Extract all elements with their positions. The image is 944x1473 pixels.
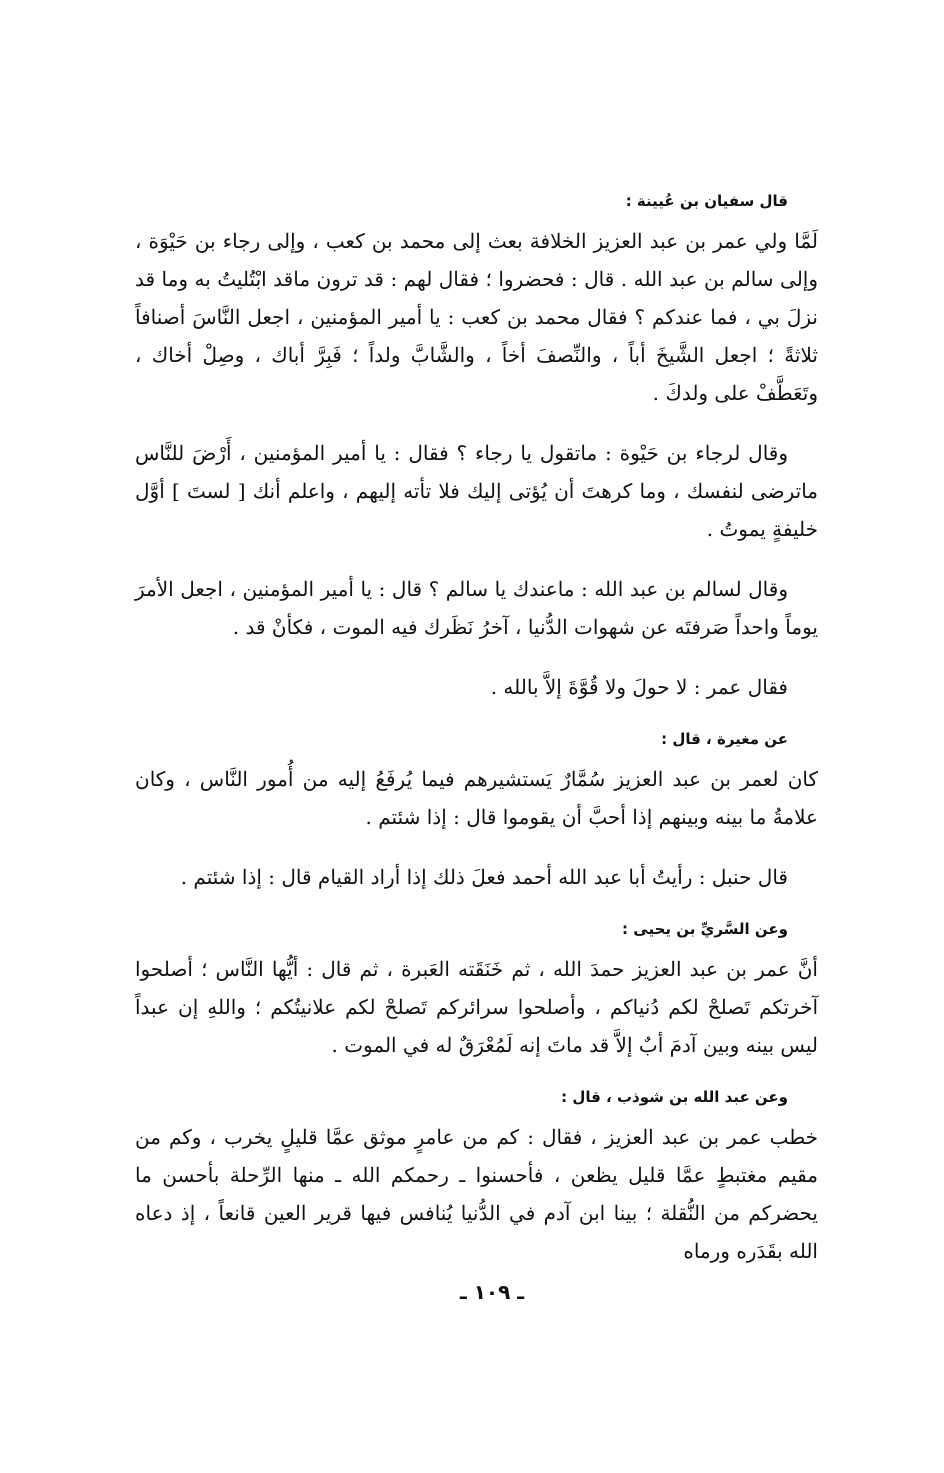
paragraph: فقال عمر : لا حولَ ولا قُوَّةَ إلاَّ بالله .	[490, 675, 788, 699]
section-sufyan	[135, 190, 818, 706]
section-heading: قال سفيان بن عُيينة :	[625, 192, 788, 210]
section-heading: وعن السَّريِّ بن يحيى :	[622, 920, 788, 938]
section-mughira	[135, 728, 818, 896]
paragraph: قال حنبل : رأيتُ أبا عبد الله أحمد فعلَ ذلك إذا أراد القيام قال : إذا شئتم .	[180, 865, 788, 889]
section-heading: عن مغيرة ، قال :	[661, 730, 788, 748]
page-body	[135, 190, 818, 1270]
paragraph: وقال لسالم بن عبد الله : ماعندك يا سالم ؟ قال : يا أمير المؤمنين ، اجعل الأمرَ يوماً واحداً صَرفتَه عن شهوات الدُّنيا ، آخرُ نَظَرك فيه الموت ، فكأنْ قد .	[135, 577, 818, 639]
section-sari	[135, 918, 818, 1064]
section-shawdhab	[135, 1086, 818, 1270]
section-heading: وعن عبد الله بن شوذب ، قال :	[561, 1088, 788, 1106]
paragraph: خطب عمر بن عبد العزيز ، فقال : كم من عامرٍ موثق عمَّا قليلٍ يخرب ، وكم من مقيم مغتبطٍ عمَّا قليل يظعن ، فأحسنوا ـ رحمكم الله ـ منها الرِّحلة بأحسن ما يحضركم من النُّقلة ؛ بينا ابن آدم في الدُّنيا يُنافس فيها قرير العين قانعاً ، إذ دعاه الله بقَدَره ورماه	[135, 1125, 818, 1263]
paragraph: وقال لرجاء بن حَيْوة : ماتقول يا رجاء ؟ فقال : يا أمير المؤمنين ، أَرْضَ للنَّاس ماترضى لنفسك ، وما كرهتَ أن يُؤتى إليك فلا تأته إليهم ، واعلم أنك [ لستَ ] أوَّل خليفةٍ يموتُ .	[135, 441, 818, 541]
paragraph: لَمَّا ولي عمر بن عبد العزيز الخلافة بعث إلى محمد بن كعب ، وإلى رجاء بن حَيْوَة ، وإلى سالم بن عبد الله . قال : فحضروا ؛ فقال لهم : قد ترون ماقد ابْتُليتُ به وما قد نزلَ بي ، فما عندكم ؟ فقال محمد بن كعب : يا أمير المؤمنين ، اجعل النَّاسَ أصنافاً ثلاثةً ؛ اجعل الشَّيخَ أباً ، والنِّصفَ أخاً ، والشَّابَّ ولداً ؛ فَبِرَّ أباك ، وصِلْ أخاك ، وتَعَطَّفْ على ولدكَ .	[135, 229, 818, 405]
paragraph: كان لعمر بن عبد العزيز سُمَّارٌ يَستشيرهم فيما يُرفَعُ إليه من أُمور النَّاس ، وكان علامةُ ما بينه وبينهم إذا أحبَّ أن يقوموا قال : إذا شئتم .	[135, 767, 818, 829]
paragraph: أنَّ عمر بن عبد العزيز حمدَ الله ، ثم خَنَقَته العَبرة ، ثم قال : أيُّها النَّاس ؛ أصلحوا آخرتكم تَصلحْ لكم دُنياكم ، وأصلحوا سرائركم تَصلحْ لكم علانيتُكم ؛ واللهِ إن عبداً ليس بينه وبين آدمَ أبٌ إلاَّ قد ماتَ إنه لَمُعْرَقٌ له في الموت .	[135, 957, 818, 1057]
page-number: ـ ١٠٩ ـ	[459, 1280, 525, 1304]
